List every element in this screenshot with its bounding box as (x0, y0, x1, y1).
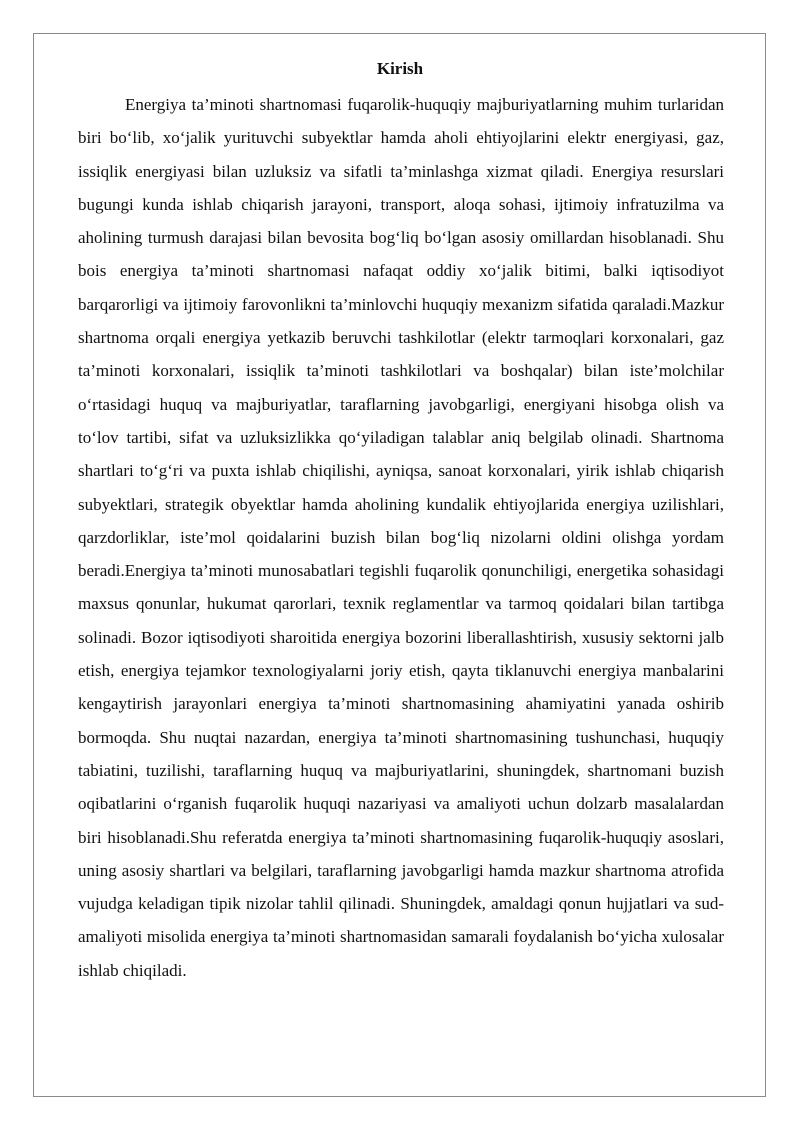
body-paragraph: Energiya ta’minoti shartnomasi fuqarolik-huquqiy majburiyatlarning muhim turlaridan biri bo‘lib, xo‘jalik yurituvchi subyektlar hamda aholi ehtiyojlarini elektr energiyasi, gaz, issiqlik energiyasi bilan uzluksiz va sifatli ta’minlashga xizmat qiladi. Energiya resurslari bugungi kunda ishlab chiqarish jarayoni, transport, aloqa sohasi, ijtimoiy infratuzilma va aholining turmush darajasi bilan bevosita bog‘liq bo‘lgan asosiy omillardan hisoblanadi. Shu bois energiya ta’minoti shartnomasi nafaqat oddiy xo‘jalik bitimi, balki iqtisodiyot barqarorligi va ijtimoiy farovonlikni ta’minlovchi huquqiy mexanizm sifatida qaraladi.Mazkur shartnoma orqali energiya yetkazib beruvchi tashkilotlar (elektr tarmoqlari korxonalari, gaz ta’minoti korxonalari, issiqlik ta’minoti tashkilotlari va boshqalar) bilan iste’molchilar o‘rtasidagi huquq va majburiyatlar, taraflarning javobgarligi, energiyani hisobga olish va to‘lov tartibi, sifat va uzluksizlikka qo‘yiladigan talablar aniq belgilab olinadi. Shartnoma shartlari to‘g‘ri va puxta ishlab chiqilishi, ayniqsa, sanoat korxonalari, yirik ishlab chiqarish subyektlari, strategik obyektlar hamda aholining kundalik ehtiyojlarida energiya uzilishlari, qarzdorliklar, iste’mol qoidalarini buzish bilan bog‘liq nizolarni oldini olishga yordam beradi.Energiya ta’minoti munosabatlari tegishli fuqarolik qonunchiligi, energetika sohasidagi maxsus qonunlar, hukumat qarorlari, texnik reglamentlar va tarmoq qoidalari bilan tartibga solinadi. Bozor iqtisodiyoti sharoitida energiya bozorini liberallashtirish, xususiy sektorni jalb etish, energiya tejamkor texnologiyalarni joriy etish, qayta tiklanuvchi energiya manbalarini kengaytirish jarayonlari energiya ta’minoti shartnomasining ahamiyatini yanada oshirib bormoqda. Shu nuqtai nazardan, energiya ta’minoti shartnomasining tushunchasi, huquqiy tabiatini, tuzilishi, taraflarning huquq va majburiyatlarini, shuningdek, shartnomani buzish oqibatlarini o‘rganish fuqarolik huquqi nazariyasi va amaliyoti uchun dolzarb masalalardan biri hisoblanadi.Shu referatda energiya ta’minoti shartnomasining fuqarolik-huquqiy asoslari, uning asosiy shartlari va belgilari, taraflarning javobgarligi hamda mazkur shartnoma atrofida vujudga keladigan tipik nizolar tahlil qilinadi. Shuningdek, amaldagi qonun hujjatlari va sud-amaliyoti misolida energiya ta’minoti shartnomasidan samarali foydalanish bo‘yicha xulosalar ishlab chiqiladi. (78, 95, 724, 980)
section-title: Kirish (376, 59, 424, 78)
